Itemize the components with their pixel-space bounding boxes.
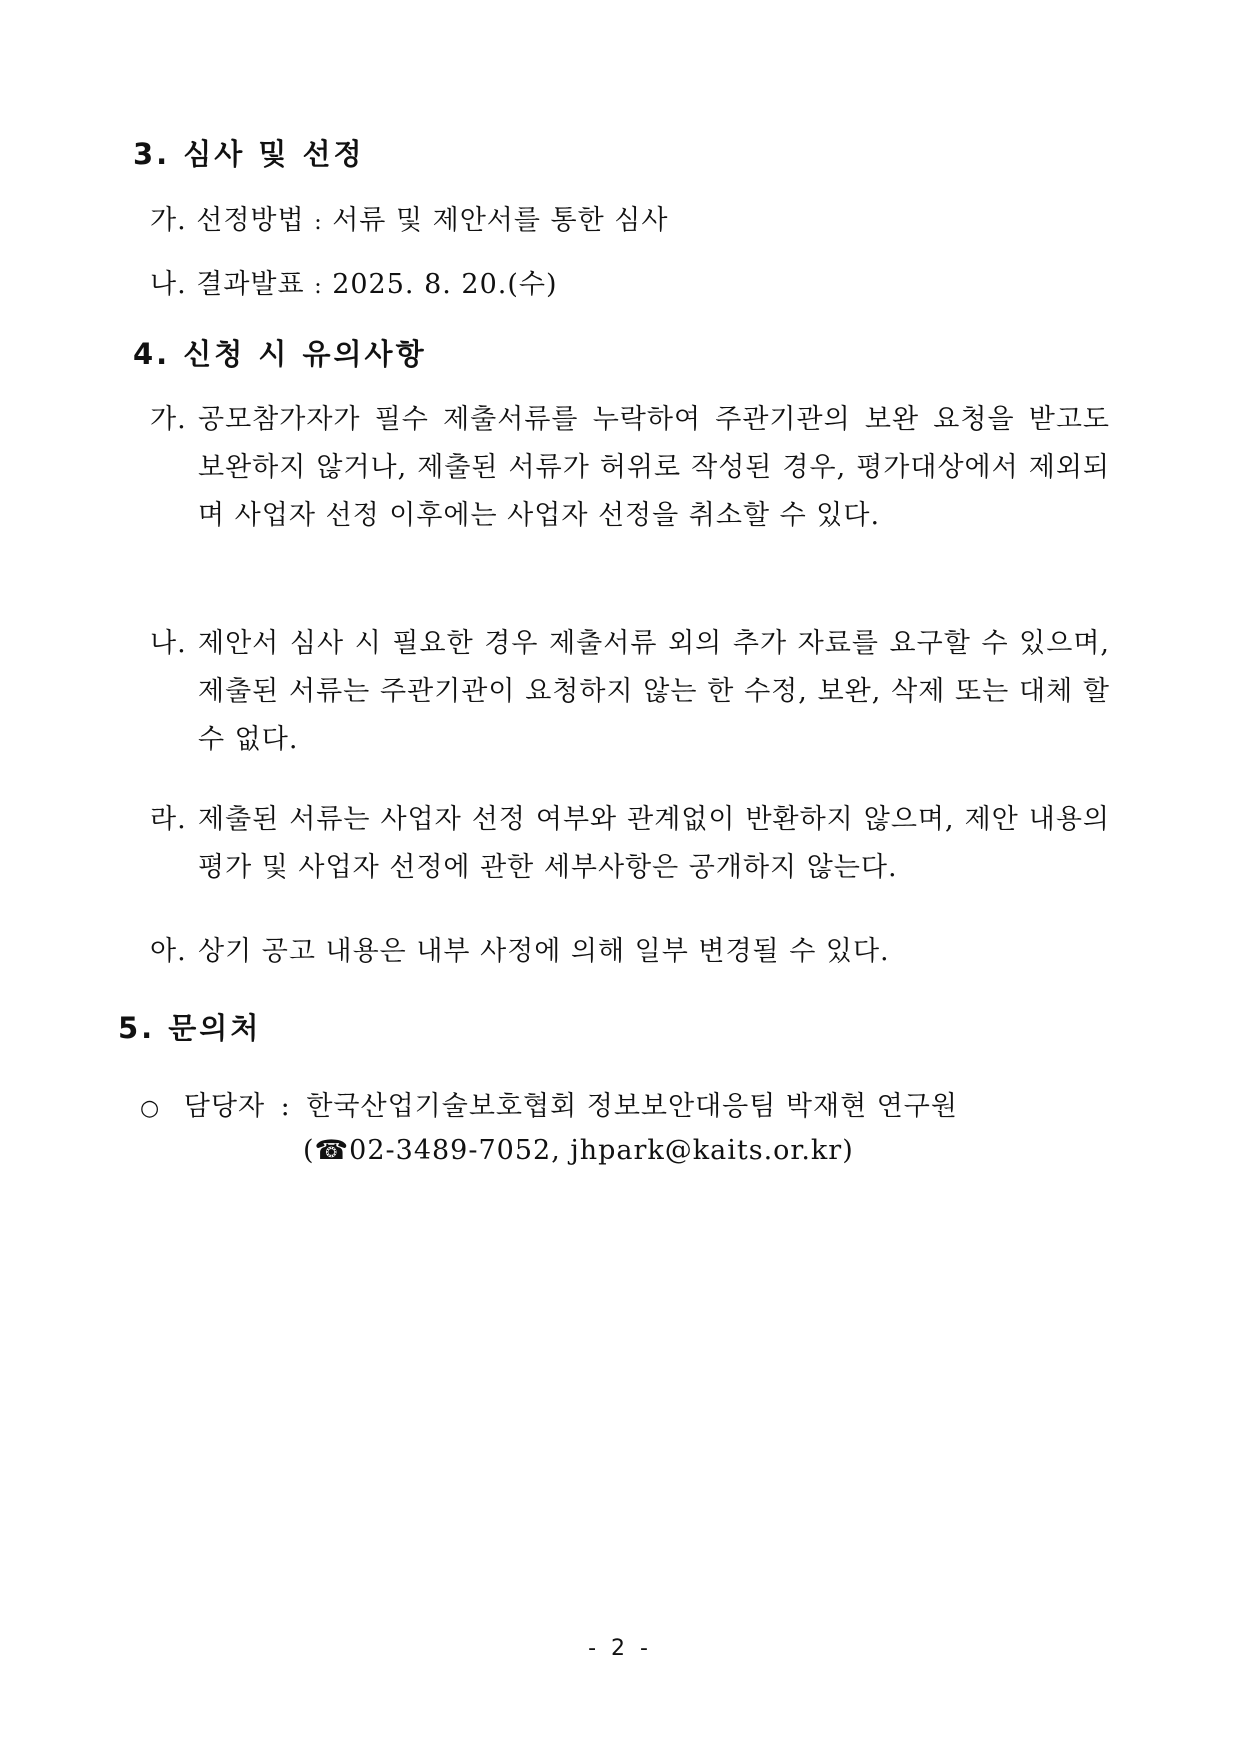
item-text: 공모참가자가 필수 제출서류를 누락하여 주관기관의 보완 요청을 받고도 보완하지 않거나, 제출된 서류가 허위로 작성된 경우, 평가대상에서 제외되며 사업자 선정 이후에는 사업자 선정을 취소할 수 있다. (198, 404, 1110, 531)
item-text: 제출된 서류는 사업자 선정 여부와 관계없이 반환하지 않으며, 제안 내용의 평가 및 사업자 선정에 관한 세부사항은 공개하지 않는다. (198, 804, 1110, 883)
contact-phone-email: (☎02-3489-7052, jhpark@kaits.or.kr) (303, 1135, 854, 1166)
page-number: - 2 - (588, 1636, 652, 1661)
section-4-item-b (150, 620, 1110, 764)
item-marker: 나. (150, 269, 187, 300)
section-4-item-d (150, 928, 1110, 976)
section-3-title: 3. 심사 및 선정 (133, 137, 365, 171)
section-5-title: 5. 문의처 (118, 1011, 262, 1045)
item-marker: 나. (150, 628, 187, 659)
item-marker: 가. (150, 404, 187, 435)
section-4-item-c (150, 796, 1110, 892)
item-value: 서류 및 제안서를 통한 심사 (332, 205, 669, 236)
item-marker: 아. (150, 936, 187, 967)
item-separator: : (314, 210, 323, 235)
item-value: 2025. 8. 20.(수) (332, 269, 558, 300)
contact-label: 담당자 (183, 1091, 266, 1122)
item-marker: 라. (150, 804, 187, 835)
item-text: 제안서 심사 시 필요한 경우 제출서류 외의 추가 자료를 요구할 수 있으며, 제출된 서류는 주관기관이 요청하지 않는 한 수정, 보완, 삭제 또는 대체 할 수 없다. (198, 628, 1110, 755)
item-marker: 가. (150, 205, 187, 236)
section-3-item-a (150, 198, 668, 237)
item-label: 선정방법 (196, 205, 305, 236)
contact-separator: : (280, 1091, 291, 1122)
bullet-icon: ○ (140, 1096, 161, 1121)
item-label: 결과발표 (196, 269, 305, 300)
item-separator: : (314, 274, 323, 299)
contact-person-line (140, 1084, 958, 1123)
section-4-title: 4. 신청 시 유의사항 (133, 337, 427, 371)
section-4-item-a (150, 396, 1110, 540)
section-3-item-b (150, 262, 558, 301)
contact-name: 한국산업기술보호협회 정보보안대응팀 박재현 연구원 (306, 1091, 958, 1122)
item-text: 상기 공고 내용은 내부 사정에 의해 일부 변경될 수 있다. (198, 936, 890, 967)
